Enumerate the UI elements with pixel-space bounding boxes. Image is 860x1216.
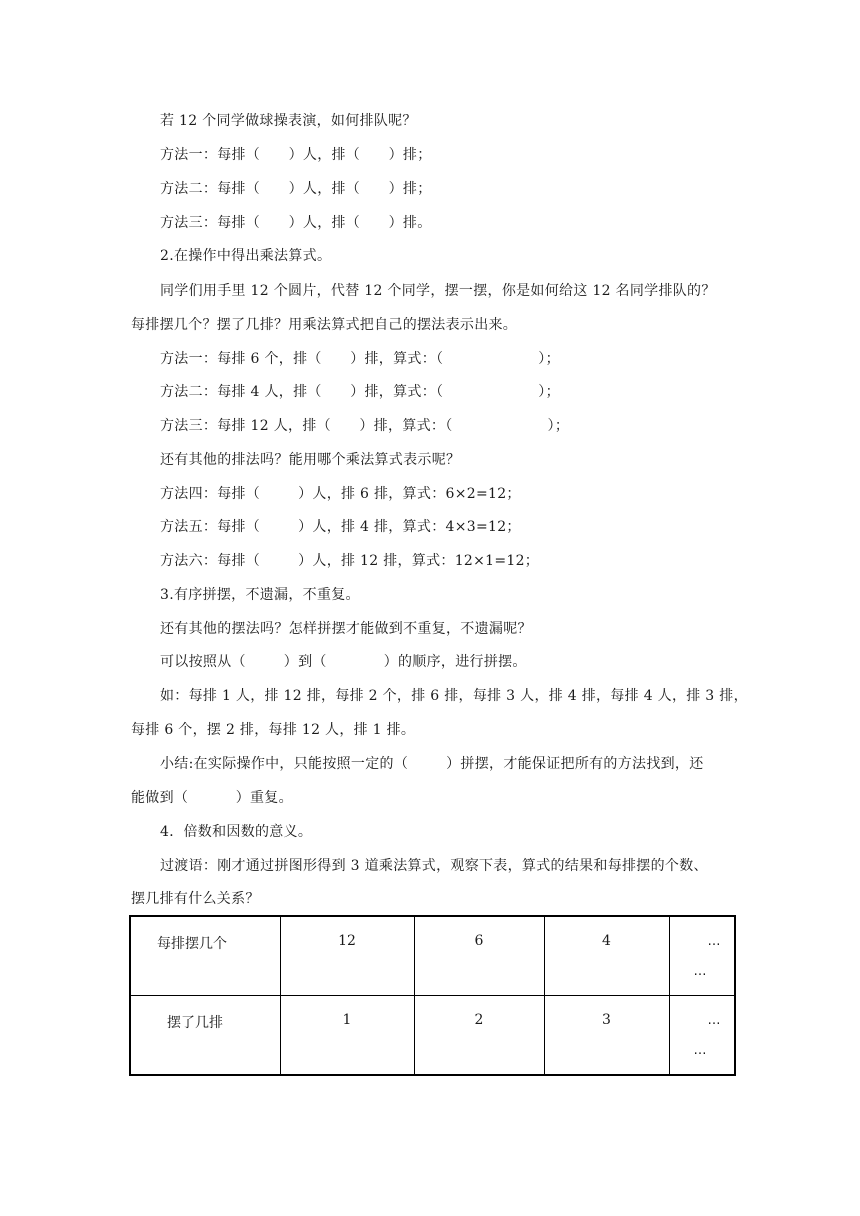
table-row — [130, 996, 735, 1076]
row-label: 摆了几排 — [167, 1015, 223, 1031]
transition-line-1: 过渡语：刚才通过拼图形得到 3 道乘法算式，观察下表，算式的结果和每排摆的个数、 — [160, 858, 708, 874]
section-3-heading: 3.有序拼摆，不遗漏，不重复。 — [160, 587, 360, 603]
example-line-2: 每排 6 个，摆 2 排，每排 12 人，排 1 排。 — [131, 722, 416, 738]
table-row — [130, 916, 735, 996]
factor-table — [129, 915, 736, 1076]
table-cell: 6 — [414, 916, 544, 996]
summary-line-1: 小结:在实际操作中，只能按照一定的（ ）拼摆，才能保证把所有的方法找到，还 — [160, 756, 704, 772]
row-label-cell — [130, 996, 280, 1076]
other-methods-question: 还有其他的排法吗？能用哪个乘法算式表示呢？ — [160, 452, 461, 468]
transition-line-2: 摆几排有什么关系？ — [131, 891, 260, 907]
ordering-blank: 可以按照从（ ）到（ ）的顺序，进行拼摆。 — [160, 654, 527, 670]
section-2-heading: 2.在操作中得出乘法算式。 — [160, 248, 332, 264]
method-1-blank: 方法一：每排（ ）人，排（ ）排； — [160, 147, 432, 163]
method-2-blank: 方法二：每排（ ）人，排（ ）排； — [160, 181, 432, 197]
example-line-1: 如：每排 1 人，排 12 排，每排 2 个，排 6 排，每排 3 人，排 4 排，每排 4 人，排 3 排， — [160, 688, 748, 704]
question-intro: 若 12 个同学做球操表演，如何排队呢？ — [160, 113, 417, 129]
formula-method-6: 方法六：每排（ ）人，排 12 排，算式：12×1=12； — [160, 553, 540, 569]
table-cell: 3 — [544, 996, 669, 1076]
ellipsis-mark: … — [707, 1013, 721, 1028]
ordering-question: 还有其他的摆法吗？怎样拼摆才能做到不重复，不遗漏呢？ — [160, 621, 532, 637]
formula-method-1: 方法一：每排 6 个，排（ ）排，算式：（ ）； — [160, 351, 560, 367]
table-cell: 12 — [280, 916, 414, 996]
method-3-blank: 方法三：每排（ ）人，排（ ）排。 — [160, 215, 432, 231]
table-cell: 2 — [414, 996, 544, 1076]
summary-line-2: 能做到（ ）重复。 — [131, 790, 293, 806]
formula-method-5: 方法五：每排（ ）人，排 4 排，算式：4×3=12； — [160, 519, 521, 535]
table-cell: 1 — [280, 996, 414, 1076]
table-cell: 4 — [544, 916, 669, 996]
row-label-cell — [130, 916, 280, 996]
paragraph-line-2: 每排摆几个？摆了几排？用乘法算式把自己的摆法表示出来。 — [131, 317, 518, 333]
formula-method-4: 方法四：每排（ ）人，排 6 排，算式：6×2=12； — [160, 486, 521, 502]
paragraph-line-1: 同学们用手里 12 个圆片，代替 12 个同学，摆一摆，你是如何给这 12 名同学排队的？ — [160, 283, 716, 299]
ellipsis-mark: … — [693, 1043, 707, 1058]
ellipsis-mark: … — [707, 934, 721, 949]
formula-method-2: 方法二：每排 4 人，排（ ）排，算式：（ ）； — [160, 384, 560, 400]
ellipsis-mark: … — [693, 964, 707, 979]
ellipsis-cell — [669, 916, 735, 996]
row-label: 每排摆几个 — [157, 936, 227, 952]
section-4-heading: 4．倍数和因数的意义。 — [160, 824, 313, 840]
ellipsis-cell — [669, 996, 735, 1076]
formula-method-3: 方法三：每排 12 人，排（ ）排，算式：（ ）； — [160, 418, 570, 434]
